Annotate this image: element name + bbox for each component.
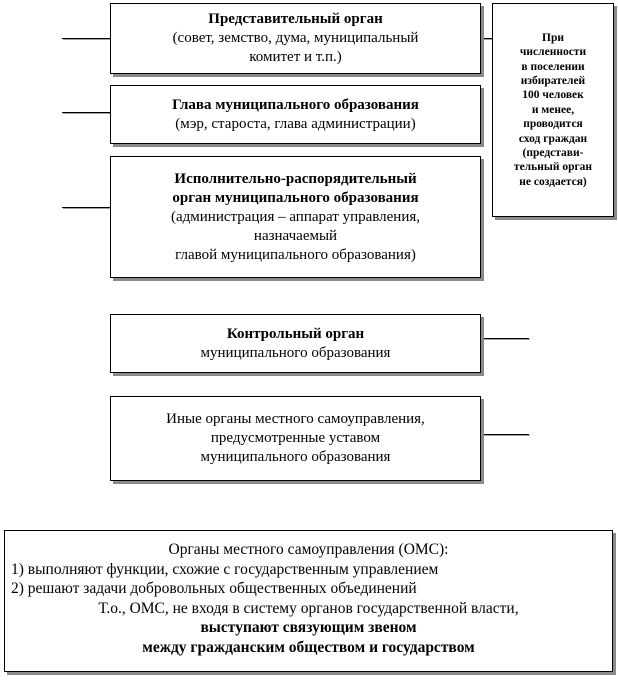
executive-body-detail-1: (администрация – аппарат управления, [170, 208, 421, 225]
control-body-detail: муниципального образования [200, 344, 391, 361]
side-note-line: численности [519, 46, 587, 59]
executive-body-title-1: Исполнительно-распорядительный [174, 170, 417, 187]
connector-executive-line [62, 207, 110, 208]
summary-heading: Органы местного самоуправления (ОМС): [168, 541, 449, 558]
summary-item-2: 2) решают задачи добровольных общественных объединений [11, 580, 417, 598]
side-note-box [492, 3, 614, 217]
control-body-title: Контрольный орган [226, 325, 365, 342]
executive-body-title-2: орган муниципального образования [172, 189, 419, 206]
other-bodies-line-3: муниципального образования [200, 449, 391, 465]
representative-body-box [110, 3, 481, 74]
side-note-line: При [542, 31, 564, 44]
summary-item-1: 1) выполняют функции, схожие с государственным управлением [11, 560, 439, 578]
side-note-line: (представи- [522, 147, 584, 160]
control-body-box [110, 314, 481, 373]
side-note-line: проводится [523, 118, 583, 131]
representative-body-detail-2: комитет и т.п.) [249, 49, 342, 65]
connector-other-bodies-line [481, 434, 529, 435]
side-note-line: 100 человек [522, 89, 584, 102]
executive-body-box [110, 156, 481, 278]
side-note-line: и менее, [531, 103, 575, 116]
summary-conclusion: Т.о., ОМС, не входя в систему органов государственной власти, [98, 599, 519, 617]
representative-body-title: Представительный орган [208, 11, 383, 27]
connector-head-line [62, 112, 110, 113]
side-note-line: избирателей [520, 74, 586, 87]
side-note-line: тельный орган [513, 161, 593, 174]
connector-control-line [481, 338, 529, 339]
executive-body-detail-3: главой муниципального образования) [175, 246, 416, 263]
summary-emphasis-1: выступают связующим звеном [200, 619, 417, 637]
other-bodies-line-2: предусмотренные уставом [210, 430, 381, 446]
connector-representative-line [62, 38, 110, 39]
representative-body-detail-1: (совет, земство, дума, муниципальный [172, 30, 419, 46]
head-of-municipality-detail: (мэр, староста, глава администрации) [175, 115, 416, 132]
summary-emphasis-2: между гражданским обществом и государством [142, 638, 475, 656]
connector-side-note-line [481, 38, 492, 39]
summary-box [4, 530, 613, 672]
side-note-line: в поселении [521, 60, 585, 73]
other-bodies-line-1: Иные органы местного самоуправления, [166, 411, 425, 427]
side-note-line: сход граждан [518, 132, 588, 145]
executive-body-detail-2: назначаемый [253, 227, 338, 244]
other-bodies-box [110, 396, 481, 481]
side-note-line: не создается) [519, 175, 587, 188]
head-of-municipality-title: Глава муниципального образования [172, 96, 419, 113]
head-of-municipality-box [110, 85, 481, 144]
